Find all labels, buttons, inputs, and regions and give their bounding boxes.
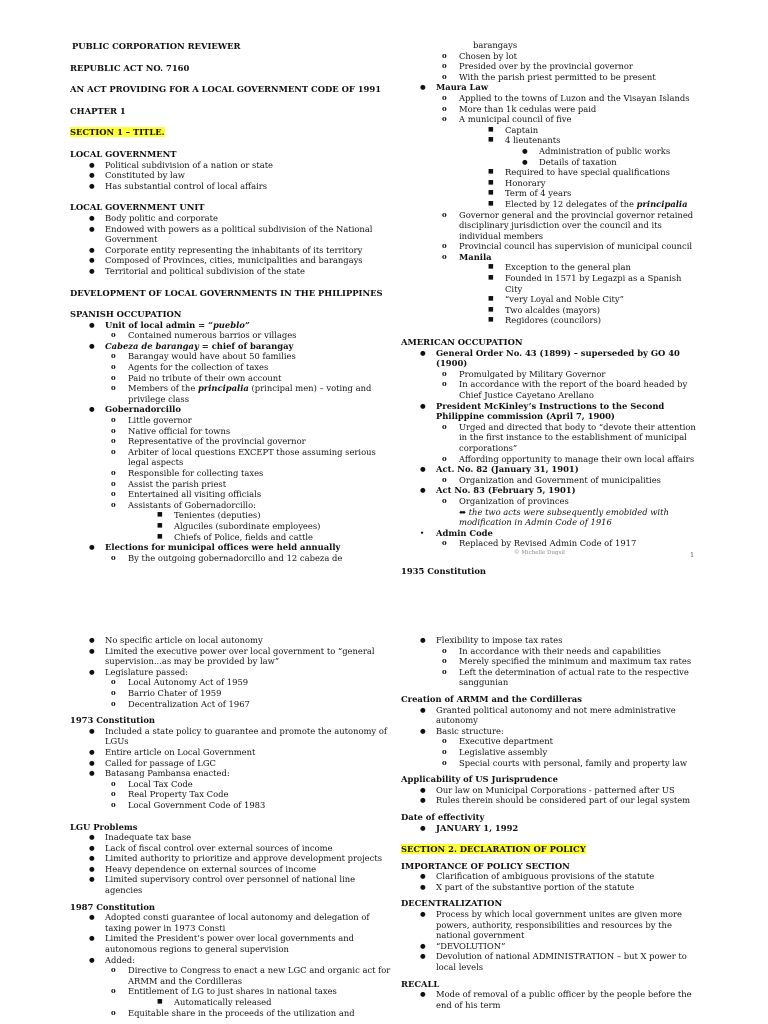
list-item: o Applied to the towns of Luzon and the Visayan Islands xyxy=(401,93,701,104)
list-item: ● Devolution of national ADMINISTRATION – but X power to local levels xyxy=(401,951,701,972)
1973-constitution-heading: 1973 Constitution xyxy=(70,715,156,726)
list-item: o Arbiter of local questions EXCEPT those assuming serious legal aspects xyxy=(70,447,395,468)
list-item: ● Batasang Pambansa enacted: xyxy=(70,768,395,779)
list-item: ● President McKinley’s Instructions to the Second Philippine commission (April 7, 1900) xyxy=(401,401,701,422)
list-item: ● Called for passage of LGC xyxy=(70,758,395,769)
list-item: ■ Tenientes (deputies) xyxy=(70,510,395,521)
list-item: ● Territorial and political subdivision of the state xyxy=(70,266,395,277)
list-item: o Entitlement of LG to just shares in national taxes xyxy=(70,986,395,997)
list-item: o Executive department xyxy=(401,736,701,747)
list-item: ● Gobernadorcillo xyxy=(70,404,395,415)
list-item: ● JANUARY 1, 1992 xyxy=(401,823,701,834)
us-jurisprudence-list xyxy=(401,785,701,806)
list-item: o Paid no tribute of their own account xyxy=(70,373,395,384)
development-heading: DEVELOPMENT OF LOCAL GOVERNMENTS IN THE PHILIPPINES xyxy=(70,287,383,298)
1935-constitution-heading: 1935 Constitution xyxy=(401,565,487,576)
american-occupation-list xyxy=(401,348,701,549)
list-item: o Decentralization Act of 1967 xyxy=(70,699,395,710)
list-item: ● Added: xyxy=(70,955,395,966)
list-item: o By the outgoing gobernadorcillo and 12 cabeza de xyxy=(70,553,395,564)
local-government-list xyxy=(70,160,395,192)
list-item: o More than 1k cedulas were paid xyxy=(401,104,701,115)
list-item: • Admin Code xyxy=(401,528,701,539)
armm-list xyxy=(401,705,701,769)
page1-right-column xyxy=(401,40,701,577)
list-item: o Barrio Chater of 1959 xyxy=(70,688,395,699)
list-item: ● Process by which local government unites are given more powers, authority, responsibilities and resources by the national government xyxy=(401,909,701,941)
effectivity-heading: Date of effectivity xyxy=(401,811,485,822)
list-item: o Assist the parish priest xyxy=(70,479,395,490)
list-item: o Agents for the collection of taxes xyxy=(70,362,395,373)
page2-left-column xyxy=(70,635,395,1018)
list-item: ● Unit of local admin = “pueblo” xyxy=(70,320,395,331)
list-item: ■ Alguciles (subordinate employees) xyxy=(70,521,395,532)
list-item: o Members of the principalia (principal men) – voting and privilege class xyxy=(70,383,395,404)
page2-right-column xyxy=(401,635,701,1010)
list-item: o Special courts with personal, family and property law xyxy=(401,758,701,769)
list-item: ● Limited the executive power over local government to “general supervision...as may be provided by law” xyxy=(70,646,395,667)
section-1-heading: SECTION 1 – TITLE. xyxy=(70,127,165,138)
list-item: o Local Tax Code xyxy=(70,779,395,790)
list-item: ● Political subdivision of a nation or state xyxy=(70,160,395,171)
1987-constitution-list xyxy=(70,912,395,1018)
list-item: ● Rules therein should be considered part of our legal system xyxy=(401,795,701,806)
page-number: 1 xyxy=(690,551,695,559)
list-item: o Representative of the provincial governor xyxy=(70,436,395,447)
elections-continued-list xyxy=(401,40,701,326)
list-item: o Equitable share in the proceeds of the utilization and xyxy=(70,1008,395,1019)
list-item: o Little governor xyxy=(70,415,395,426)
list-item: ● Limited authority to prioritize and approve development projects xyxy=(70,853,395,864)
chapter-heading: CHAPTER 1 xyxy=(70,105,126,116)
list-item: o Local Government Code of 1983 xyxy=(70,800,395,811)
list-item: o Merely specified the minimum and maximum tax rates xyxy=(401,656,701,667)
list-item: ■ Required to have special qualifications xyxy=(401,167,701,178)
list-item: ● Basic structure: xyxy=(401,726,701,737)
list-item: ● Clarification of ambiguous provisions of the statute xyxy=(401,871,701,882)
document-title: PUBLIC CORPORATION REVIEWER xyxy=(72,41,241,51)
list-item: ● Body politic and corporate xyxy=(70,213,395,224)
spanish-occupation-heading: SPANISH OCCUPATION xyxy=(70,309,182,320)
local-government-heading: LOCAL GOVERNMENT xyxy=(70,148,177,159)
list-item: ● Elections for municipal offices were held annually xyxy=(70,542,395,553)
list-item: ■ Automatically released xyxy=(70,997,395,1008)
list-item: ● Act No. 83 (February 5, 1901) xyxy=(401,485,701,496)
document-page-2 xyxy=(0,620,768,1024)
list-item: ● X part of the substantive portion of the statute xyxy=(401,882,701,893)
us-jurisprudence-heading: Applicability of US Jurisprudence xyxy=(401,774,558,785)
lgu-heading: LOCAL GOVERNMENT UNIT xyxy=(70,202,205,213)
list-item: ■ Two alcaldes (mayors) xyxy=(401,305,701,316)
list-item: o Assistants of Gobernadorcillo: xyxy=(70,500,395,511)
list-item: o Legislative assembly xyxy=(401,747,701,758)
list-item: barangays xyxy=(473,40,518,50)
double-arrow-icon: ⬌ xyxy=(459,506,467,517)
list-item: o Directive to Congress to enact a new LGC and organic act for ARMM and the Cordilleras xyxy=(70,965,395,986)
list-item: ● Mode of removal of a public officer by the people before the end of his term xyxy=(401,989,701,1010)
list-item: o Entertained all visiting officials xyxy=(70,489,395,500)
list-item: o Provincial council has supervision of municipal council xyxy=(401,241,701,252)
list-item: ⬌ the two acts were subsequently emobided with modification in Admin Code of 1916 xyxy=(459,506,669,528)
list-item: o Local Autonomy Act of 1959 xyxy=(70,677,395,688)
list-item: ● Limited the President’s power over local governments and autonomous regions to general supervision xyxy=(70,933,395,954)
spanish-occupation-list xyxy=(70,320,395,564)
1987-constitution-heading: 1987 Constitution xyxy=(70,901,156,912)
list-item: o Affording opportunity to manage their own local affairs xyxy=(401,454,701,465)
list-item: o Real Property Tax Code xyxy=(70,789,395,800)
list-item: ■ “very Loyal and Noble City” xyxy=(401,294,701,305)
list-item: ■ Founded in 1571 by Legazpi as a Spanish City xyxy=(401,273,701,294)
list-item: ● Composed of Provinces, cities, municipalities and barangays xyxy=(70,255,395,266)
policy-importance-heading: IMPORTANCE OF POLICY SECTION xyxy=(401,860,570,871)
copyright-footer: © Michelle Dugsil xyxy=(514,550,565,556)
list-item: ■ Regidores (councilors) xyxy=(401,315,701,326)
list-item: ● Included a state policy to guarantee and promote the autonomy of LGUs xyxy=(70,726,395,747)
list-item: ● Granted political autonomy and not mere administrative autonomy xyxy=(401,705,701,726)
list-item: ● Maura Law xyxy=(401,82,701,93)
list-item: o Left the determination of actual rate to the respective sanggunian xyxy=(401,667,701,688)
list-item: o In accordance with their needs and capabilities xyxy=(401,646,701,657)
list-item: ● Act. No. 82 (January 31, 1901) xyxy=(401,464,701,475)
list-item: ■ Exception to the general plan xyxy=(401,262,701,273)
list-item: ● General Order No. 43 (1899) – superseded by GO 40 (1900) xyxy=(401,348,701,369)
armm-heading: Creation of ARMM and the Cordilleras xyxy=(401,693,582,704)
list-item: ■ Captain xyxy=(401,125,701,136)
act-title: AN ACT PROVIDING FOR A LOCAL GOVERNMENT CODE OF 1991 xyxy=(70,84,382,95)
list-item: ● Legislature passed: xyxy=(70,667,395,678)
list-item: ● Has substantial control of local affairs xyxy=(70,181,395,192)
list-item: ● “DEVOLUTION” xyxy=(401,941,701,952)
decentralization-heading: DECENTRALIZATION xyxy=(401,898,503,909)
page1-left-column xyxy=(70,41,395,563)
list-item: o With the parish priest permitted to be present xyxy=(401,72,701,83)
list-item: ● Endowed with powers as a political subdivision of the National Government xyxy=(70,224,395,245)
list-item: ■ Chiefs of Police, fields and cattle xyxy=(70,532,395,543)
tax-flexibility-list xyxy=(401,635,701,688)
list-item: ● Lack of fiscal control over external sources of income xyxy=(70,843,395,854)
list-item: ● Administration of public works xyxy=(401,146,701,157)
list-item: ■ 4 lieutenants xyxy=(401,135,701,146)
lgu-list xyxy=(70,213,395,277)
list-item: o Governor general and the provincial governor retained disciplinary jurisdiction over the council and its individual members xyxy=(401,210,701,242)
1973-constitution-list xyxy=(70,726,395,811)
list-item: o Responsible for collecting taxes xyxy=(70,468,395,479)
list-item: o Chosen by lot xyxy=(401,51,701,62)
decentralization-list xyxy=(401,909,701,973)
list-item: ● Corporate entity representing the inhabitants of its territory xyxy=(70,245,395,256)
list-item: o Contained numerous barrios or villages xyxy=(70,330,395,341)
list-item: o Barangay would have about 50 families xyxy=(70,351,395,362)
list-item: ● Entire article on Local Government xyxy=(70,747,395,758)
lgu-problems-list xyxy=(70,832,395,896)
list-item: ● Heavy dependence on external sources of income xyxy=(70,864,395,875)
list-item: o Manila xyxy=(401,252,701,263)
list-item: o Presided over by the provincial governor xyxy=(401,61,701,72)
list-item: o Organization and Government of municipalities xyxy=(401,475,701,486)
list-item: ● Cabeza de barangay = chief of barangay xyxy=(70,341,395,352)
recall-heading: RECALL xyxy=(401,978,440,989)
list-item: o In accordance with the report of the board headed by Chief Justice Cayetano Arellano xyxy=(401,379,701,400)
list-item: ● Limited supervisory control over personnel of national line agencies xyxy=(70,874,395,895)
1935-constitution-list xyxy=(70,635,395,709)
list-item: ■ Term of 4 years xyxy=(401,188,701,199)
list-item: o Replaced by Revised Admin Code of 1917 xyxy=(401,538,701,549)
effectivity-list xyxy=(401,823,701,834)
list-item: ● Details of taxation xyxy=(401,157,701,168)
list-item: ● Inadequate tax base xyxy=(70,832,395,843)
recall-list xyxy=(401,989,701,1010)
list-item: o Native official for towns xyxy=(70,426,395,437)
list-item: ● No specific article on local autonomy xyxy=(70,635,395,646)
list-item: o Urged and directed that body to “devote their attention in the first instance to the establishment of municipal corporations” xyxy=(401,422,701,454)
list-item: ■ Honorary xyxy=(401,178,701,189)
section-2-heading: SECTION 2. DECLARATION OF POLICY xyxy=(401,844,586,855)
list-item: ● Adopted consti guarantee of local autonomy and delegation of taxing power in 1973 Consti xyxy=(70,912,395,933)
list-item: ● Flexibility to impose tax rates xyxy=(401,635,701,646)
list-item: o Organization of provinces xyxy=(401,496,701,507)
list-item: o Promulgated by Military Governor xyxy=(401,369,701,380)
list-item: ■ Elected by 12 delegates of the principalia xyxy=(401,199,701,210)
lgu-problems-heading: LGU Problems xyxy=(70,821,138,832)
list-item: o A municipal council of five xyxy=(401,114,701,125)
list-item: ● Our law on Municipal Corporations - patterned after US xyxy=(401,785,701,796)
american-occupation-heading: AMERICAN OCCUPATION xyxy=(401,337,523,348)
republic-act-heading: REPUBLIC ACT NO. 7160 xyxy=(70,62,190,73)
list-item: ● Constituted by law xyxy=(70,170,395,181)
policy-importance-list xyxy=(401,871,701,892)
